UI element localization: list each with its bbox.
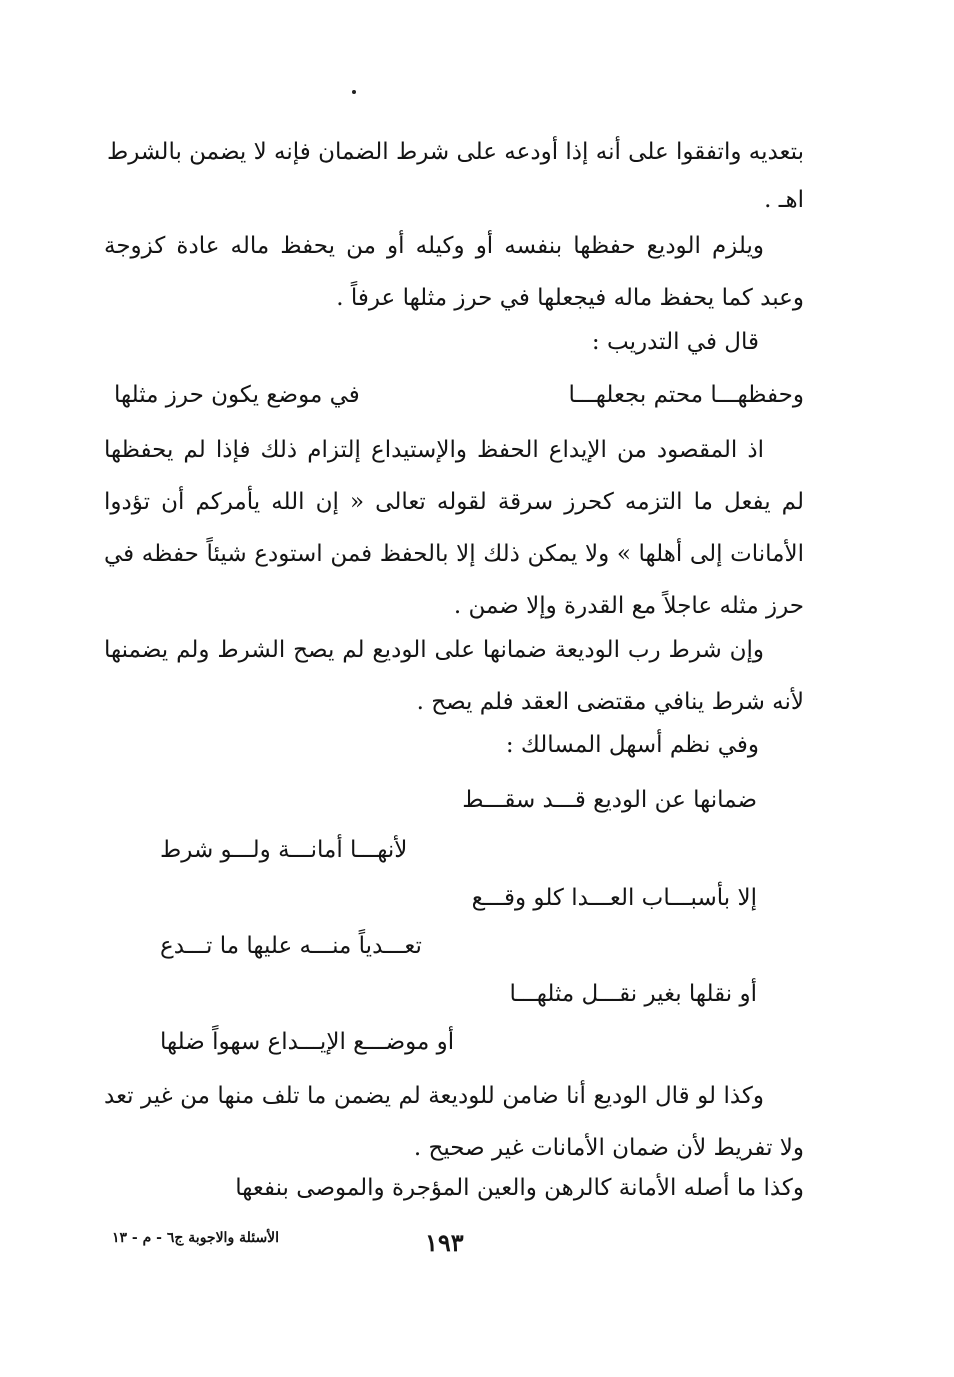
paragraph-5: وكذا لو قال الوديع أنا ضامن للوديعة لم يضمن ما تلف منها من غير تعد ولا تفريط لأن ضمان الأمانات غير صحيح . — [104, 1083, 804, 1161]
intro-masalik: وفي نظم أسهل المسالك : — [505, 732, 759, 758]
intro-tadrib: قال في التدريب : — [591, 329, 759, 355]
verse-tadrib — [114, 375, 804, 415]
poem-line-2: لأنهـــا أمانـــة ولـــو شرط — [160, 837, 408, 863]
paragraph-3: اذ المقصود من الإيداع الحفظ والإستيداع إلتزام ذلك فإذا لم يحفظها لم يفعل ما التزمه كحرز سرقة لقوله تعالى « إن الله يأمركم أن تؤدوا الأمانات إلى أهلها » ولا يمكن ذلك إلا بالحفظ فمن استودع شيئاً حفظه في حرز مثله عاجلاً مع القدرة وإلا ضمن . — [104, 437, 804, 619]
paragraph-2: ويلزم الوديع حفظها بنفسه أو وكيله أو من يحفظ ماله عادة كزوجة وعبد كما يحفظ ماله فيجعلها في حرز مثلها عرفاً . — [104, 233, 804, 311]
paragraph-4: وإن شرط رب الوديعة ضمانها على الوديع لم يصح الشرط ولم يضمنها لأنه شرط ينافي مقتضى العقد فلم يصح . — [104, 637, 804, 715]
paragraph-1-line-1: بتعديه واتفقوا على أنه إذا أودعه على شرط الضمان فإنه لا يضمن بالشرط — [106, 139, 804, 165]
verse-tadrib-first-half: وحفظهـــا محتم بجعلهـــا — [568, 382, 804, 408]
ink-dot — [352, 90, 356, 94]
paragraph-1-line-2: اهـ . — [764, 187, 804, 213]
verse-tadrib-second-half: في موضع يكون حرز مثلها — [114, 382, 360, 408]
poem-line-1: ضمانها عن الوديع قـــد سقـــط — [462, 787, 757, 813]
page-number: ١٩٣ — [425, 1228, 464, 1257]
poem-line-3: إلا بأسبـــاب العـــدا كلو وقـــع — [471, 885, 757, 911]
poem-line-5: أو نقلها بغير نقـــل مثلهـــا — [509, 981, 757, 1007]
poem-line-4: تعـــدياً منـــه عليها ما تـــدع — [160, 933, 422, 959]
series-label: الأسئلة والاجوبة ج٦ - م - ١٣ — [112, 1230, 280, 1246]
poem-line-6: أو موضـــع الإيـــداع سهواً ضلها — [160, 1029, 455, 1055]
paragraph-6-line-1: وكذا ما أصله الأمانة كالرهن والعين المؤجرة والموصى بنفعها — [235, 1175, 804, 1201]
